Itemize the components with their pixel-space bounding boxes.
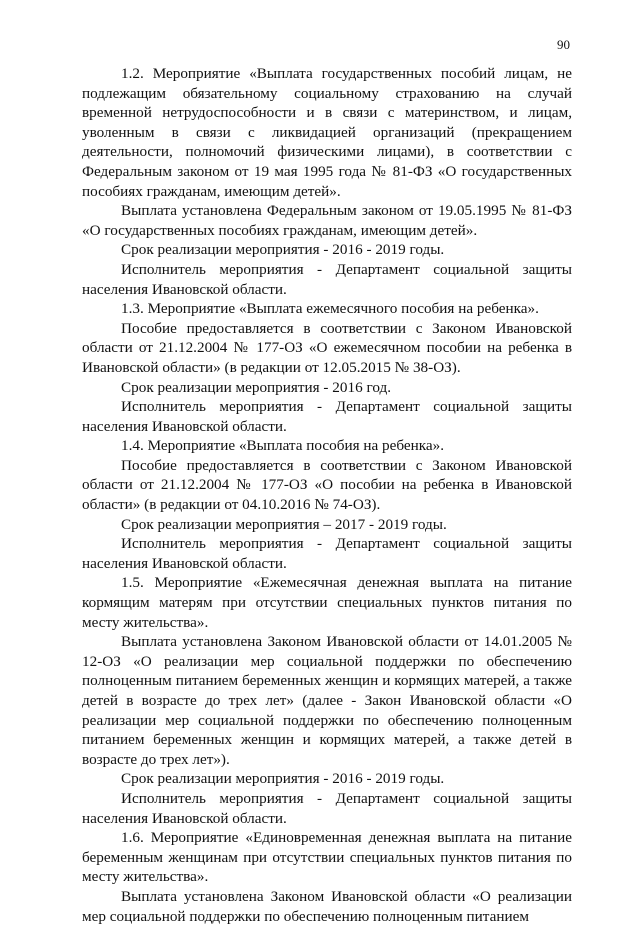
paragraph-1-4-term: Срок реализации мероприятия – 2017 - 2019 годы. <box>121 515 447 533</box>
paragraph-1-2-title: 1.2. Мероприятие «Выплата государственных пособий лицам, не подлежащим обязательному социальному страхованию на случай временной нетрудоспособности и в связи с материнством, и лицам, уволенным в связи с ликвидацией организаций (прекращением деятельности, полномочий физическими лицами), в соответствии с Федеральным законом от 19 мая 1995 года № 81-ФЗ «О государственных пособиях гражданам, имеющим детей». <box>82 65 572 200</box>
page-number: 90 <box>557 37 570 52</box>
paragraph-1-2-executor: Исполнитель мероприятия - Департамент социальной защиты населения Ивановской области. <box>82 260 572 298</box>
paragraph-1-4-executor: Исполнитель мероприятия - Департамент социальной защиты населения Ивановской области. <box>82 535 572 572</box>
paragraph-1-2-basis: Выплата установлена Федеральным законом от 19.05.1995 № 81-ФЗ «О государственных пособиях гражданам, имеющим детей». <box>82 202 572 239</box>
paragraph-1-3-title: 1.3. Мероприятие «Выплата ежемесячного пособия на ребенка». <box>121 300 539 318</box>
paragraph-1-5-title: 1.5. Мероприятие «Ежемесячная денежная выплата на питание кормящим матерям при отсутствии специальных пунктов питания по месту жительства». <box>82 574 572 631</box>
paragraph-1-6-title: 1.6. Мероприятие «Единовременная денежная выплата на питание беременным женщинам при отсутствии специальных пунктов питания по месту жительства». <box>82 829 572 886</box>
document-body <box>82 64 572 926</box>
paragraph-1-3-term: Срок реализации мероприятия - 2016 год. <box>121 378 391 396</box>
paragraph-1-6-basis: Выплата установлена Законом Ивановской области «О реализации мер социальной поддержки по обеспечению полноценным питанием <box>82 887 572 925</box>
paragraph-1-4-basis: Пособие предоставляется в соответствии с Законом Ивановской области от 21.12.2004 № 177-ОЗ «О пособии на ребенка в Ивановской области» (в редакции от 04.10.2016 № 74-ОЗ). <box>82 456 572 514</box>
paragraph-1-3-basis: Пособие предоставляется в соответствии с Законом Ивановской области от 21.12.2004 № 177-ОЗ «О ежемесячном пособии на ребенка в Ивановской области» (в редакции от 12.05.2015 № 38-ОЗ). <box>82 319 572 376</box>
paragraph-1-5-term: Срок реализации мероприятия - 2016 - 2019 годы. <box>121 770 445 788</box>
paragraph-1-5-basis: Выплата установлена Законом Ивановской области от 14.01.2005 № 12-ОЗ «О реализации мер социальной поддержки по обеспечению полноценным питанием беременных женщин и кормящих матерей, а также детей в возрасте до трех лет» (далее - Закон Ивановской области «О реализации мер социальной поддержки по обеспечению полноценным питанием беременных женщин и кормящих матерей, а также детей в возрасте до трех лет»). <box>82 633 572 768</box>
paragraph-1-2-term: Срок реализации мероприятия - 2016 - 2019 годы. <box>121 241 445 259</box>
paragraph-1-5-executor: Исполнитель мероприятия - Департамент социальной защиты населения Ивановской области. <box>82 789 572 827</box>
paragraph-1-4-title: 1.4. Мероприятие «Выплата пособия на ребенка». <box>121 437 445 455</box>
paragraph-1-3-executor: Исполнитель мероприятия - Департамент социальной защиты населения Ивановской области. <box>82 398 572 435</box>
